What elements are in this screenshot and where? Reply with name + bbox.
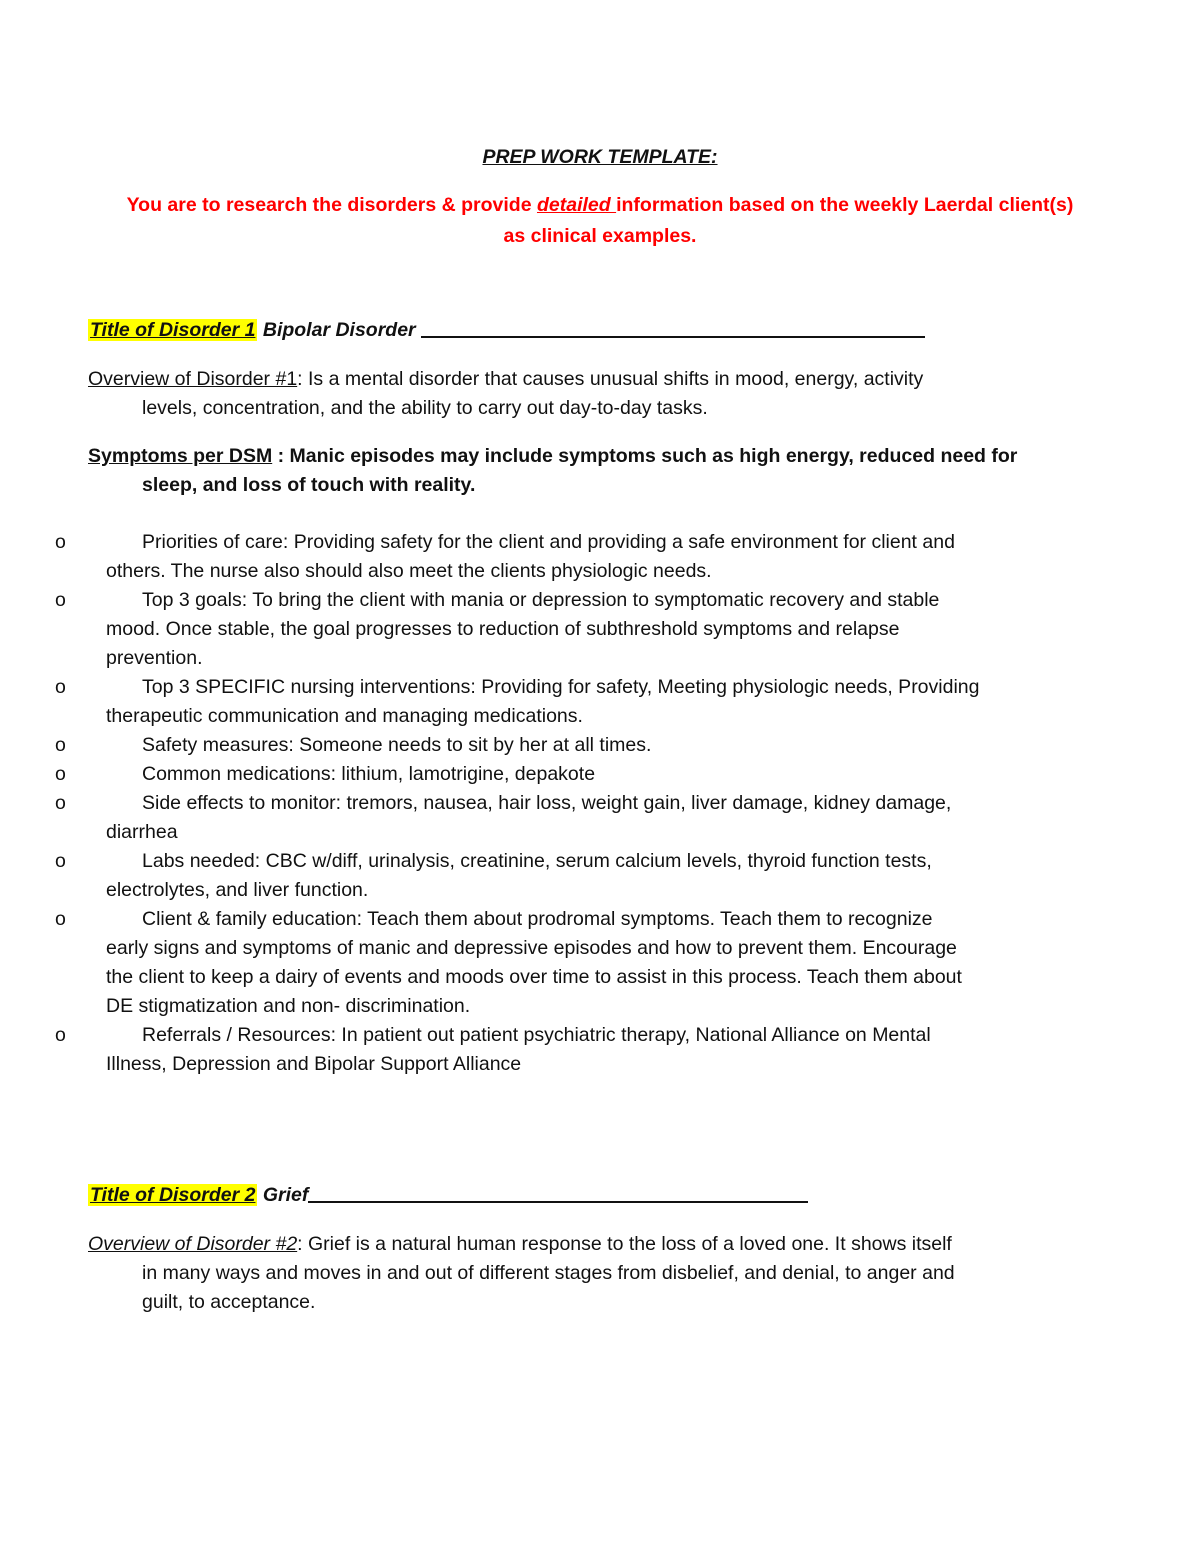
disorder2-title-line bbox=[88, 1181, 988, 1210]
disorder1-overview-label: Overview of Disorder #1 bbox=[88, 368, 298, 390]
intro-instructions bbox=[120, 190, 1080, 252]
bullet-marker: o bbox=[55, 792, 66, 814]
disorder1-symptoms-text-2: sleep, and loss of touch with reality. bbox=[142, 474, 476, 496]
list-item bbox=[55, 586, 1065, 673]
list-item bbox=[55, 847, 1065, 905]
disorder1-symptoms-text-1: : Manic episodes may include symptoms such as high energy, reduced need for bbox=[272, 445, 1018, 467]
bullet-marker: o bbox=[55, 850, 66, 872]
disorder2-title-blank bbox=[308, 1201, 808, 1203]
list-item bbox=[55, 760, 1065, 789]
disorder1-symptoms bbox=[88, 442, 1068, 500]
disorder1-title-line bbox=[88, 316, 988, 345]
intro-emphasis: detailed bbox=[536, 194, 617, 216]
list-item-continuation: mood. Once stable, the goal progresses to reduction of subthreshold symptoms and relapse bbox=[106, 618, 900, 640]
bullet-marker: o bbox=[55, 676, 66, 698]
disorder2-overview bbox=[88, 1230, 1068, 1317]
list-item-continuation: prevention. bbox=[106, 647, 203, 669]
disorder1-title-name: Bipolar Disorder bbox=[257, 319, 422, 341]
bullet-marker: o bbox=[55, 589, 66, 611]
list-item-first-line: Referrals / Resources: In patient out patient psychiatric therapy, National Alliance on Mental bbox=[142, 1024, 931, 1046]
list-item bbox=[55, 905, 1065, 1021]
disorder1-symptoms-line bbox=[88, 442, 1068, 471]
list-item bbox=[55, 1021, 1065, 1079]
page-heading: PREP WORK TEMPLATE: bbox=[482, 146, 718, 168]
care-plan-list bbox=[55, 528, 1065, 1079]
bullet-marker: o bbox=[55, 763, 66, 785]
disorder2-overview-line bbox=[88, 1230, 1068, 1259]
list-item-first-line: Priorities of care: Providing safety for the client and providing a safe environment for client and bbox=[142, 531, 955, 553]
list-item-continuation: early signs and symptoms of manic and depressive episodes and how to prevent them. Encourage bbox=[106, 937, 957, 959]
disorder1-symptoms-label: Symptoms per DSM bbox=[88, 445, 273, 467]
list-item bbox=[55, 528, 1065, 586]
list-item-first-line: Common medications: lithium, lamotrigine, depakote bbox=[142, 763, 596, 785]
bullet-marker: o bbox=[55, 1024, 66, 1046]
list-item bbox=[55, 789, 1065, 847]
bullet-marker: o bbox=[55, 908, 66, 930]
intro-text-after: information based on the weekly Laerdal client(s) as clinical examples. bbox=[503, 194, 1074, 247]
list-item-continuation: electrolytes, and liver function. bbox=[106, 879, 369, 901]
intro-text-before: You are to research the disorders & provide bbox=[126, 194, 537, 216]
disorder2-overview-text-2: in many ways and moves in and out of different stages from disbelief, and denial, to anger and bbox=[142, 1262, 955, 1284]
list-item-first-line: Top 3 goals: To bring the client with mania or depression to symptomatic recovery and stable bbox=[142, 589, 940, 611]
bullet-marker: o bbox=[55, 734, 66, 756]
disorder2-title-name: Grief bbox=[257, 1184, 309, 1206]
list-item-continuation: the client to keep a dairy of events and moods over time to assist in this process. Teach them about bbox=[106, 966, 962, 988]
disorder1-overview-line bbox=[88, 365, 1068, 394]
list-item bbox=[55, 731, 1065, 760]
disorder1-overview-text-2: levels, concentration, and the ability to carry out day-to-day tasks. bbox=[142, 397, 708, 419]
list-item-first-line: Side effects to monitor: tremors, nausea, hair loss, weight gain, liver damage, kidney damage, bbox=[142, 792, 952, 814]
disorder2-title-label: Title of Disorder 2 bbox=[90, 1184, 256, 1206]
list-item-continuation: DE stigmatization and non- discrimination. bbox=[106, 995, 471, 1017]
list-item-continuation: diarrhea bbox=[106, 821, 178, 843]
bullet-marker: o bbox=[55, 531, 66, 553]
list-item-continuation: Illness, Depression and Bipolar Support Alliance bbox=[106, 1053, 522, 1075]
list-item-first-line: Client & family education: Teach them about prodromal symptoms. Teach them to recognize bbox=[142, 908, 933, 930]
list-item-first-line: Safety measures: Someone needs to sit by her at all times. bbox=[142, 734, 652, 756]
disorder1-title-label: Title of Disorder 1 bbox=[90, 319, 256, 341]
disorder2-overview-text-1: : Grief is a natural human response to the loss of a loved one. It shows itself bbox=[297, 1233, 952, 1255]
disorder2-overview-text-3: guilt, to acceptance. bbox=[142, 1291, 316, 1313]
disorder1-overview-text-1: : Is a mental disorder that causes unusual shifts in mood, energy, activity bbox=[297, 368, 924, 390]
list-item-first-line: Top 3 SPECIFIC nursing interventions: Providing for safety, Meeting physiologic needs, Providing bbox=[142, 676, 980, 698]
list-item-continuation: therapeutic communication and managing medications. bbox=[106, 705, 583, 727]
list-item-continuation: others. The nurse also should also meet the clients physiologic needs. bbox=[106, 560, 712, 582]
disorder1-overview bbox=[88, 365, 1068, 423]
disorder2-overview-label: Overview of Disorder #2 bbox=[88, 1233, 298, 1255]
disorder1-title-blank bbox=[421, 336, 925, 338]
list-item bbox=[55, 673, 1065, 731]
list-item-first-line: Labs needed: CBC w/diff, urinalysis, creatinine, serum calcium levels, thyroid function tests, bbox=[142, 850, 932, 872]
